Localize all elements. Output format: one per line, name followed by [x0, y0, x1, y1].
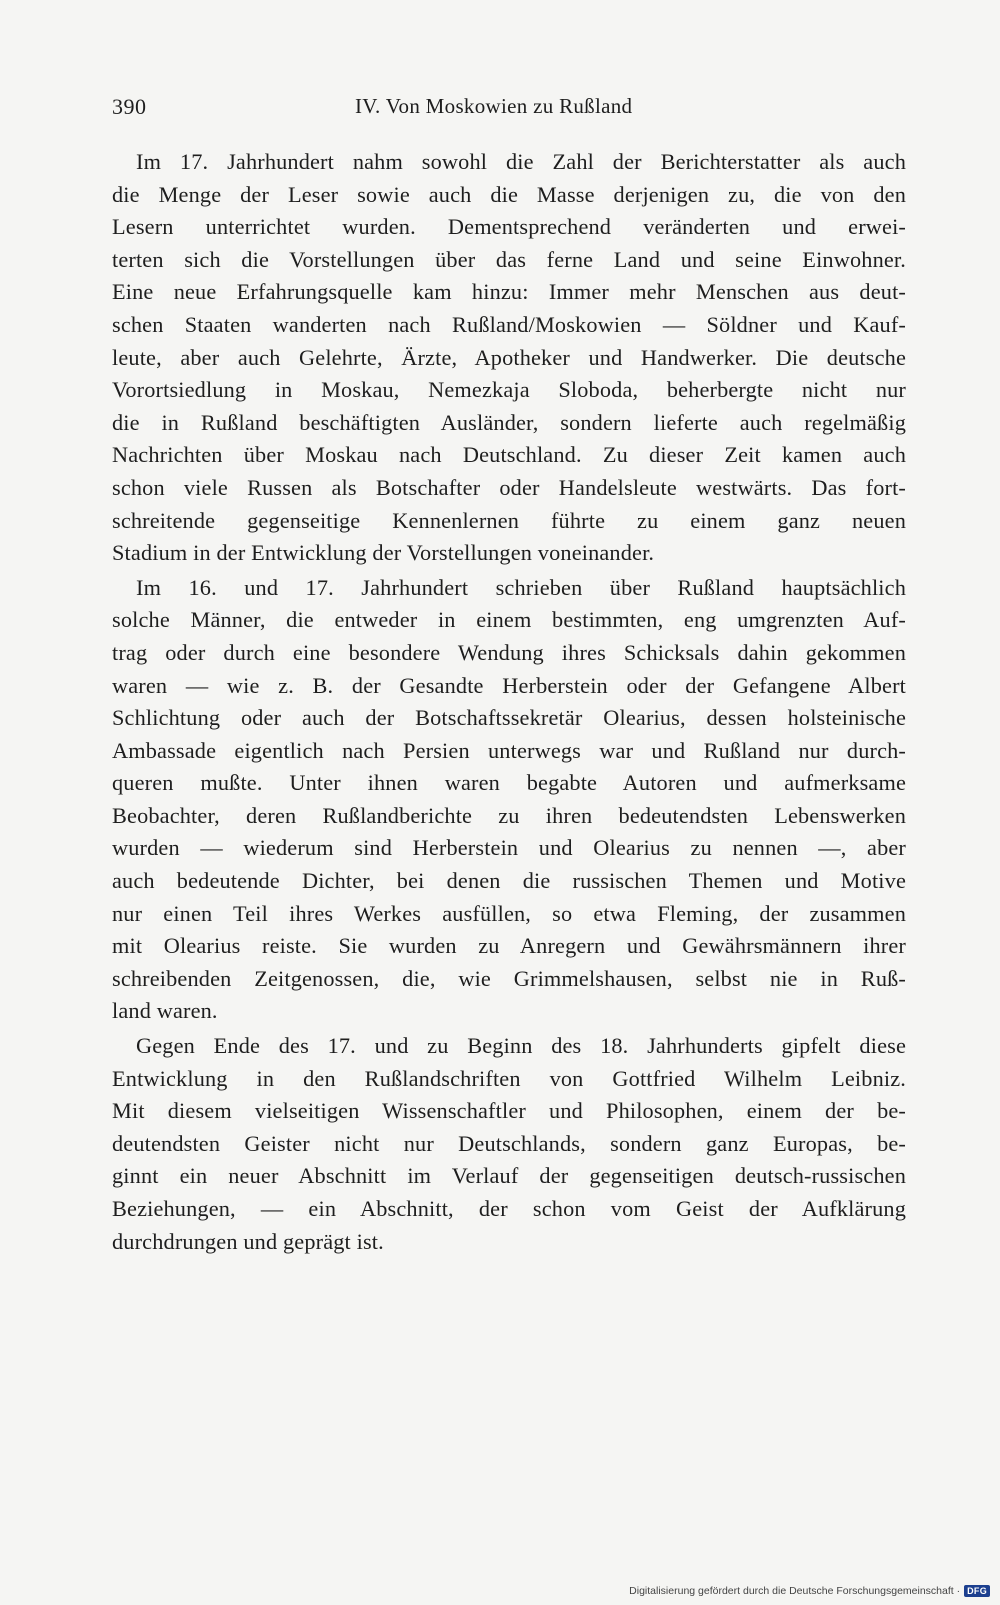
text-line: queren mußte. Unter ihnen waren begabte Autoren und aufmerksame — [112, 770, 906, 796]
text-line: durchdrungen und geprägt ist. — [112, 1228, 384, 1254]
text-line: terten sich die Vorstellungen über das ferne Land und seine Einwohner. — [112, 246, 906, 272]
credit-text: Digitalisierung gefördert durch die Deutsche Forschungsgemeinschaft · — [629, 1585, 961, 1597]
text-line: die Menge der Leser sowie auch die Masse derjenigen zu, die von den — [112, 181, 906, 207]
text-line: deutendsten Geister nicht nur Deutschlands, sondern ganz Europas, be- — [112, 1130, 906, 1156]
digitization-credit — [629, 1585, 990, 1597]
text-line: ginnt ein neuer Abschnitt im Verlauf der gegenseitigen deutsch-russischen — [112, 1163, 906, 1189]
dfg-logo: DFG — [964, 1585, 990, 1597]
text-line: Vorortsiedlung in Moskau, Nemezkaja Sloboda, beherbergte nicht nur — [112, 377, 906, 403]
text-line: Ambassade eigentlich nach Persien unterwegs war und Rußland nur durch- — [112, 737, 906, 763]
text-line: waren — wie z. B. der Gesandte Herberstein oder der Gefangene Albert — [112, 672, 906, 698]
body-text — [112, 146, 906, 1258]
text-line: nur einen Teil ihres Werkes ausfüllen, so etwa Fleming, der zusammen — [112, 900, 906, 926]
page-number: 390 — [112, 94, 147, 119]
text-line: schen Staaten wanderten nach Rußland/Moskowien — Söldner und Kauf- — [112, 311, 906, 337]
running-head: IV. Von Moskowien zu Rußland — [355, 94, 633, 118]
text-line: Mit diesem vielseitigen Wissenschaftler und Philosophen, einem der be- — [112, 1098, 906, 1124]
text-line: Eine neue Erfahrungsquelle kam hinzu: Immer mehr Menschen aus deut- — [112, 279, 906, 305]
text-line: wurden — wiederum sind Herberstein und Olearius zu nennen —, aber — [112, 835, 906, 861]
paragraph — [112, 572, 906, 1028]
text-line: Stadium in der Entwicklung der Vorstellungen voneinander. — [112, 540, 655, 566]
text-line: schon viele Russen als Botschafter oder Handelsleute westwärts. Das fort- — [112, 474, 906, 500]
text-line: Beziehungen, — ein Abschnitt, der schon vom Geist der Aufklärung — [112, 1196, 906, 1221]
text-line: land waren. — [112, 998, 218, 1024]
page-header — [112, 94, 667, 130]
text-line: leute, aber auch Gelehrte, Ärzte, Apotheker und Handwerker. Die deutsche — [112, 344, 906, 370]
text-line: schreibenden Zeitgenossen, die, wie Grimmelshausen, selbst nie in Ruß- — [112, 965, 906, 991]
text-line: solche Männer, die entweder in einem bestimmten, eng umgrenzten Auf- — [112, 607, 906, 633]
text-line: Entwicklung in den Rußlandschriften von Gottfried Wilhelm Leibniz. — [112, 1065, 906, 1091]
text-line: auch bedeutende Dichter, bei denen die russischen Themen und Motive — [112, 868, 906, 894]
text-line: Im 16. und 17. Jahrhundert schrieben über Rußland hauptsächlich — [136, 574, 906, 600]
text-line: Im 17. Jahrhundert nahm sowohl die Zahl der Berichterstatter als auch — [136, 149, 906, 174]
text-line: schreitende gegenseitige Kennenlernen führte zu einem ganz neuen — [112, 507, 906, 533]
paragraph — [112, 146, 906, 570]
text-line: Lesern unterrichtet wurden. Dementsprechend veränderten und erwei- — [112, 214, 906, 240]
text-line: trag oder durch eine besondere Wendung ihres Schicksals dahin gekommen — [112, 639, 906, 665]
text-line: mit Olearius reiste. Sie wurden zu Anregern und Gewährsmännern ihrer — [112, 933, 906, 959]
paragraph — [112, 1030, 906, 1258]
text-line: Gegen Ende des 17. und zu Beginn des 18. Jahrhunderts gipfelt diese — [136, 1033, 906, 1059]
text-line: Beobachter, deren Rußlandberichte zu ihren bedeutendsten Lebenswerken — [112, 802, 906, 828]
text-line: Nachrichten über Moskau nach Deutschland. Zu dieser Zeit kamen auch — [112, 442, 906, 468]
text-line: die in Rußland beschäftigten Ausländer, sondern lieferte auch regelmäßig — [112, 409, 906, 435]
text-line: Schlichtung oder auch der Botschaftssekretär Olearius, dessen holsteinische — [112, 705, 906, 731]
